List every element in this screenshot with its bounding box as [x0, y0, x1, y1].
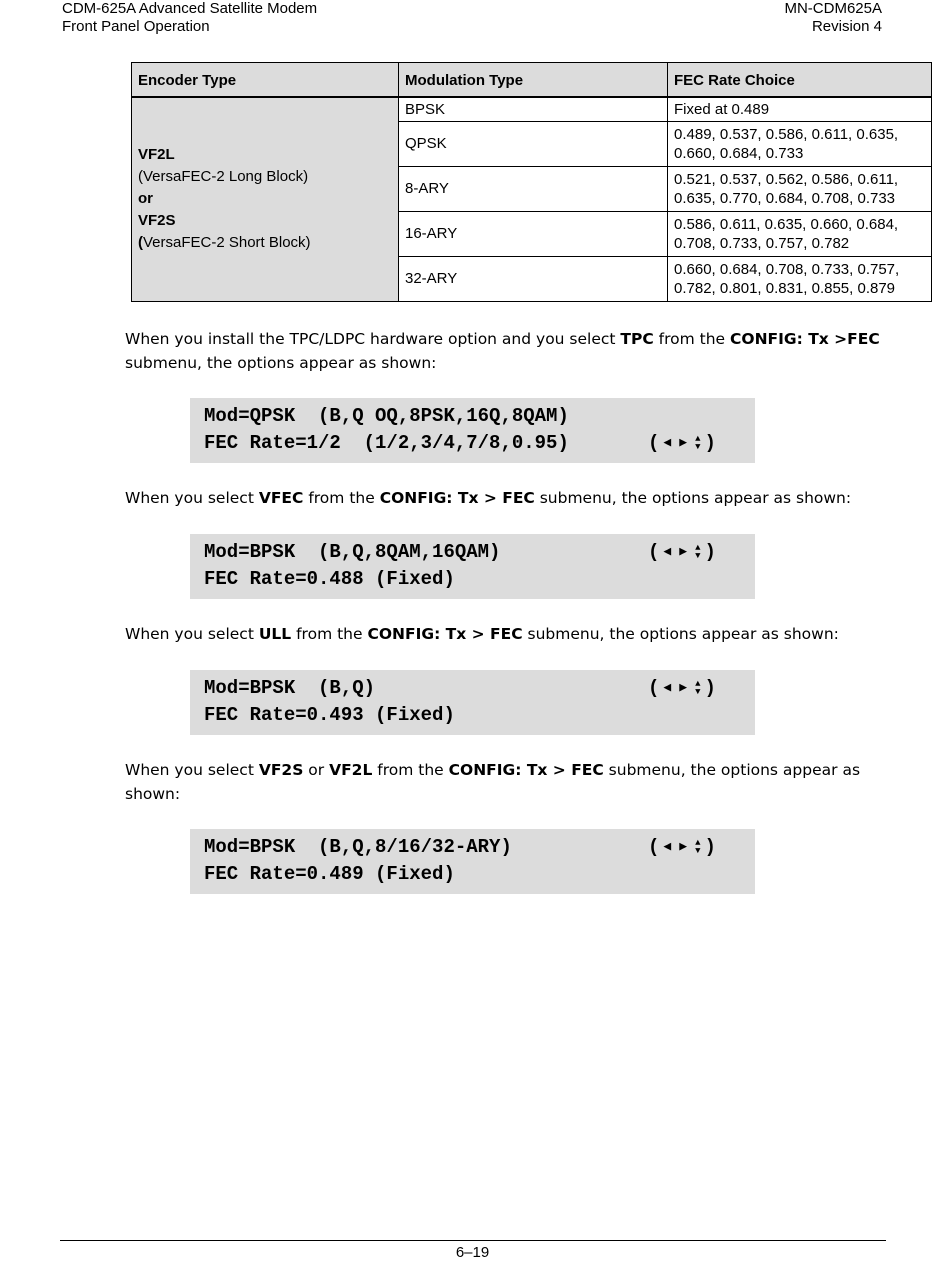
doc-number: MN-CDM625A [784, 0, 882, 17]
running-header-left [62, 0, 317, 36]
modulation-cell: 16-ARY [399, 211, 668, 256]
footer-rule [60, 1240, 886, 1241]
navigation-arrows: ( ◀ ▶ ▲ ▼ ) [648, 677, 716, 699]
fec-rate-table [131, 62, 932, 302]
table-header-row [132, 63, 932, 98]
doc-title: CDM-625A Advanced Satellite Modem [62, 0, 318, 17]
tpc-paragraph: When you install the TPC/LDPC hardware option and you select TPC from the CONFIG: Tx >FEC submenu, the options appear as shown: [125, 330, 880, 372]
ull-paragraph: When you select ULL from the CONFIG: Tx > FEC submenu, the options appear as shown: [125, 625, 839, 643]
encoder-type-cell [132, 97, 399, 301]
lcd-line-2: FEC Rate=0.488 (Fixed) [204, 568, 455, 590]
lcd-display-vfec [190, 534, 755, 599]
encoder-vf2s: VF2S [138, 212, 176, 230]
up-down-arrow-icon: ▲ ▼ [695, 679, 701, 697]
fec-rate-cell: Fixed at 0.489 [668, 97, 932, 121]
navigation-arrows: ( ◀ ▶ ▲ ▼ ) [648, 432, 716, 454]
table-row [132, 97, 932, 121]
fec-rate-cell: 0.660, 0.684, 0.708, 0.733, 0.757, 0.782, 0.801, 0.831, 0.855, 0.879 [668, 256, 932, 301]
up-down-arrow-icon: ▲ ▼ [695, 543, 701, 561]
lcd-line-2: FEC Rate=0.489 (Fixed) [204, 863, 455, 885]
right-arrow-icon: ▶ [679, 680, 688, 695]
vf2-paragraph: When you select VF2S or VF2L from the CONFIG: Tx > FEC submenu, the options appear as shown: [125, 761, 861, 803]
left-arrow-icon: ◀ [663, 435, 672, 450]
encoder-vf2l-desc: (VersaFEC-2 Long Block) [138, 168, 309, 186]
running-header-right [784, 0, 882, 36]
vfec-paragraph: When you select VFEC from the CONFIG: Tx > FEC submenu, the options appear as shown: [125, 489, 852, 507]
lcd-line-1: Mod=BPSK (B,Q) [204, 677, 376, 699]
header-modulation-type: Modulation Type [399, 63, 668, 98]
encoder-or: or [138, 190, 153, 208]
lcd-line-2: FEC Rate=1/2 (1/2,3/4,7/8,0.95) [204, 432, 569, 454]
revision: Revision 4 [811, 18, 882, 35]
left-arrow-icon: ◀ [663, 839, 672, 854]
page-number: 6–19 [455, 1244, 490, 1261]
left-arrow-icon: ◀ [663, 680, 672, 695]
left-arrow-icon: ◀ [663, 544, 672, 559]
lcd-line-1: Mod=BPSK (B,Q,8/16/32-ARY) [204, 836, 512, 858]
fec-rate-cell: 0.521, 0.537, 0.562, 0.586, 0.611, 0.635, 0.770, 0.684, 0.708, 0.733 [668, 166, 932, 211]
navigation-arrows: ( ◀ ▶ ▲ ▼ ) [648, 836, 716, 858]
lcd-line-2: FEC Rate=0.493 (Fixed) [204, 704, 455, 726]
encoder-vf2s-desc: (VersaFEC-2 Short Block) [138, 234, 311, 252]
header-fec-rate-choice: FEC Rate Choice [668, 63, 932, 98]
right-arrow-icon: ▶ [679, 544, 688, 559]
navigation-arrows: ( ◀ ▶ ▲ ▼ ) [648, 541, 716, 563]
lcd-display-tpc [190, 398, 755, 463]
fec-rate-cell: 0.489, 0.537, 0.586, 0.611, 0.635, 0.660, 0.684, 0.733 [668, 121, 932, 166]
modulation-cell: 8-ARY [399, 166, 668, 211]
up-down-arrow-icon: ▲ ▼ [695, 434, 701, 452]
modulation-cell: QPSK [399, 121, 668, 166]
fec-rate-cell: 0.586, 0.611, 0.635, 0.660, 0.684, 0.708, 0.733, 0.757, 0.782 [668, 211, 932, 256]
modulation-cell: BPSK [399, 97, 668, 121]
up-down-arrow-icon: ▲ ▼ [695, 838, 701, 856]
lcd-line-1: Mod=BPSK (B,Q,8QAM,16QAM) [204, 541, 501, 563]
lcd-display-vf2 [190, 829, 755, 894]
section-name: Front Panel Operation [62, 18, 210, 35]
lcd-line-1: Mod=QPSK (B,Q OQ,8PSK,16Q,8QAM) [204, 405, 569, 427]
header-encoder-type: Encoder Type [132, 63, 399, 98]
right-arrow-icon: ▶ [679, 839, 688, 854]
encoder-vf2l: VF2L [138, 146, 175, 164]
lcd-display-ull [190, 670, 755, 735]
modulation-cell: 32-ARY [399, 256, 668, 301]
right-arrow-icon: ▶ [679, 435, 688, 450]
